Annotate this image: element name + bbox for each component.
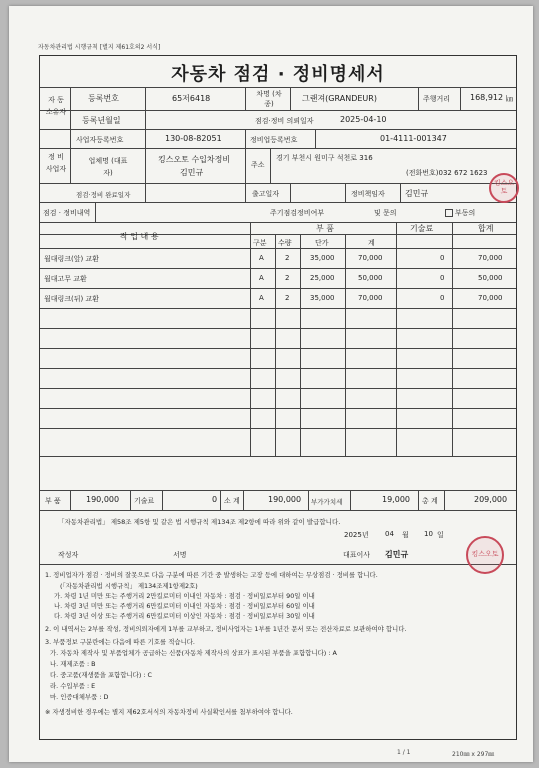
reg-no-value: 65저6418	[172, 94, 211, 103]
address-value: 경기 부천시 원미구 석천로 316	[276, 154, 373, 162]
row-item: 월대링크(앞) 교환	[44, 255, 100, 263]
row-item: 월대링크(뒤) 교환	[44, 295, 100, 303]
col-unit-price: 단가	[315, 239, 329, 247]
company-seal: 킹스오토	[489, 173, 519, 203]
parts-header: 부 품	[316, 224, 334, 233]
shop-reg-value: 01-4111-001347	[380, 134, 447, 143]
total-parts-value: 190,000	[86, 495, 120, 504]
note-line: 2. 이 내역서는 2부를 작성, 정비의뢰자에게 1부를 교부하고, 정비사업자는 1부를 1년간 문서 또는 전산자료로 보관하여야 합니다.	[45, 625, 407, 633]
regular-check-label: 주기점검정비여부	[270, 209, 325, 217]
row-total: 70,000	[478, 294, 503, 302]
vat-value: 19,000	[382, 495, 410, 504]
request-date-value: 2025-04-10	[340, 115, 387, 124]
address-label: 주소	[251, 161, 265, 169]
option-disagree-label: 부동의	[455, 209, 476, 217]
note-line: 나. 차령 3년 미만 또는 주행거리 6만킬로미터 이내인 자동차 : 점검 · 정비일로부터 60일 이내	[54, 602, 315, 610]
issuer-name: 김민규	[385, 550, 409, 559]
note-line: 라. 수입부품 : E	[50, 682, 96, 690]
row-qty: 2	[285, 294, 290, 302]
row-total: 50,000	[478, 274, 503, 282]
col-subtotal: 계	[368, 239, 375, 247]
sum-header: 합계	[478, 224, 494, 233]
sign-label: 서명	[173, 551, 187, 559]
row-type: A	[259, 294, 264, 302]
mileage-unit: ㎞	[506, 95, 513, 103]
tech-fee-header: 기술료	[410, 224, 434, 233]
row-tech: 0	[440, 274, 445, 282]
row-unit: 35,000	[310, 254, 335, 262]
row-sub: 50,000	[358, 274, 383, 282]
note-line: 3. 부품정보 구분란에는 다음에 따른 기호를 적습니다.	[45, 638, 195, 646]
total-parts-label: 부 품	[45, 497, 61, 505]
row-tech: 0	[440, 254, 445, 262]
biz-no-value: 130-08-82051	[165, 134, 222, 143]
issue-year: 2025년	[344, 531, 369, 539]
checkbox-icon	[445, 209, 453, 217]
option-agree[interactable]	[374, 208, 397, 218]
grand-total-value: 209,000	[474, 495, 508, 504]
note-line: 가. 차령 1년 미만 또는 주행거리 2만킬로미터 이내인 자동차 : 점검 · 정비일로부터 90일 이내	[54, 592, 315, 600]
note-line: 1. 정비업자가 점검 · 정비의 잘못으로 다음 구분에 따른 기간 중 발생하는 고장 등에 대하여는 무상점검 · 정비를 합니다.	[45, 571, 378, 579]
mileage-value: 168,912	[470, 93, 504, 102]
note-line: ※ 자생정비한 경우에는 별지 제62호서식의 자동차정비 사실확인서를 첨부하여야 합니다.	[45, 708, 293, 716]
statement-form	[39, 55, 517, 740]
note-line: 다. 중고품(재생품을 포함합니다) : C	[50, 671, 153, 679]
legal-statement: 「자동차관리법」 제58조 제5항 및 같은 법 시행규칙 제134조 제2항에 따라 위와 같이 발급합니다.	[58, 518, 341, 526]
subtotal-label: 소 계	[224, 497, 240, 505]
row-sub: 70,000	[358, 294, 383, 302]
row-type: A	[259, 254, 264, 262]
issuer-label: 대표이사	[343, 551, 371, 559]
row-sub: 70,000	[358, 254, 383, 262]
page-title: 자동차 점검 · 정비명세서	[171, 64, 385, 85]
page-number: 1 / 1	[397, 749, 411, 756]
row-type: A	[259, 274, 264, 282]
request-date-label: 점검·정비 의뢰일자	[255, 117, 314, 125]
representative-seal: 킹스오토	[466, 536, 504, 574]
vat-label: 부가가치세	[311, 498, 343, 506]
grand-total-label: 총 계	[422, 497, 438, 505]
total-tech-label: 기술료	[134, 497, 155, 505]
company-label: 업체명 (대표자)	[88, 157, 128, 177]
owner-section-label: 자 동 소유자	[45, 96, 67, 116]
row-unit: 35,000	[310, 294, 335, 302]
row-total: 70,000	[478, 254, 503, 262]
row-unit: 25,000	[310, 274, 335, 282]
reg-no-label: 등록번호	[88, 94, 119, 103]
form-number: 자동차관리법 시행규칙 [별지 제61호의2 서식]	[38, 44, 161, 51]
mechanic-name: 김민규	[405, 189, 429, 198]
biz-no-label: 사업자등록번호	[76, 136, 124, 144]
issue-day: 10	[424, 530, 433, 538]
row-qty: 2	[285, 254, 290, 262]
note-line: (「자동차관리법 시행규칙」 제134조제1항제2호)	[60, 582, 198, 590]
note-line: 마. 인증대체부품 : D	[50, 693, 109, 701]
work-header: 작 업 내 용	[120, 232, 159, 241]
writer-label: 작성자	[58, 551, 79, 559]
option-agree-label: 및 문의	[374, 209, 397, 217]
col-qty: 수량	[278, 239, 292, 247]
note-line: 가. 자동차 제작사 및 부품업체가 공급하는 신품(자동차 제작사의 상표가 표시된 부품을 포함합니다) : A	[50, 649, 337, 657]
model-label: 차명 (차종)	[256, 90, 282, 108]
option-disagree[interactable]	[445, 208, 475, 218]
issue-month-label: 월	[402, 531, 409, 539]
paper-size: 210㎜ x 297㎜	[452, 751, 495, 758]
row-item: 월대고무 교환	[44, 275, 87, 283]
first-reg-label: 등록년월일	[82, 116, 121, 125]
release-date-label: 출고일자	[252, 190, 280, 198]
representative-name: 김민규	[180, 168, 204, 177]
model-value: 그랜져(GRANDEUR)	[302, 94, 377, 103]
subtotal-value: 190,000	[268, 495, 302, 504]
shop-reg-label: 정비업등록번호	[250, 136, 298, 144]
col-type: 구분	[253, 239, 267, 247]
mechanic-label: 정비책임자	[351, 190, 385, 198]
note-line: 다. 차령 3년 이상 또는 주행거리 6만킬로미터 이상인 자동차 : 점검 · 정비일로부터 30일 이내	[54, 612, 315, 620]
shop-section-label: 정 비 사업자	[45, 153, 67, 173]
row-tech: 0	[440, 294, 445, 302]
row-qty: 2	[285, 274, 290, 282]
work-details-label: 점검 · 정비내역	[43, 209, 91, 217]
issue-month: 04	[385, 530, 394, 538]
phone-value: (전화번호)032 672 1623	[406, 169, 488, 177]
total-tech-value: 0	[212, 495, 218, 504]
mileage-label: 주행거리	[423, 95, 451, 103]
company-name: 킹스오토 수입차정비	[158, 155, 231, 164]
note-line: 나. 재제조품 : B	[50, 660, 96, 668]
issue-day-label: 일	[437, 531, 444, 539]
completion-date-label: 점검·정비 완료일자	[76, 191, 131, 199]
